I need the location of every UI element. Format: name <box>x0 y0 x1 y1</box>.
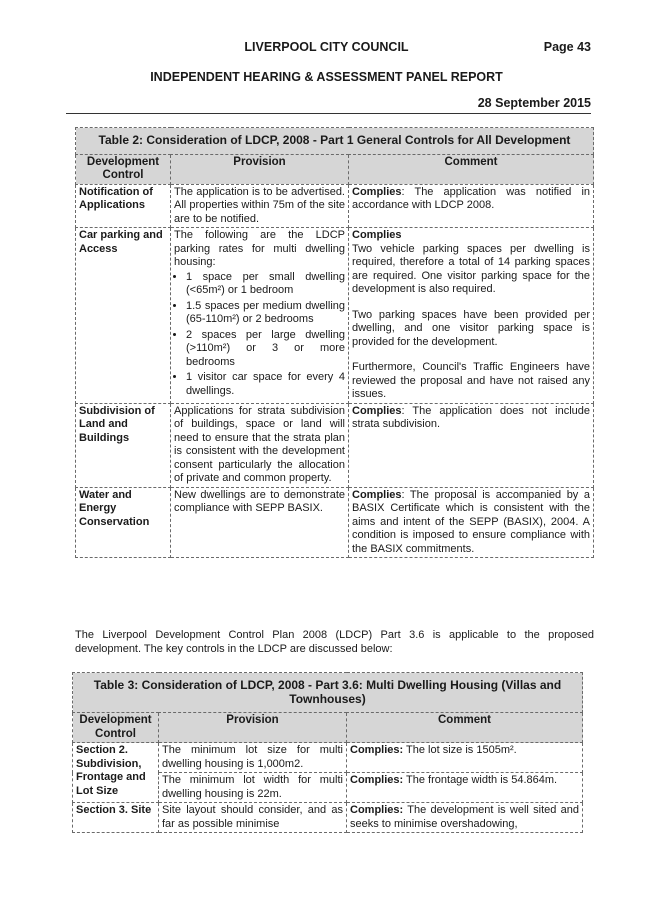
table-3-caption: Table 3: Consideration of LDCP, 2008 - Part 3.6: Multi Dwelling Housing (Villas and Townhouses) <box>73 673 583 713</box>
table-2 <box>75 127 594 558</box>
list-item: • 2 spaces per large dwelling (>110m²) or 3 or more bedrooms <box>186 329 345 370</box>
comment-paragraph: Two parking spaces have been provided per dwelling, and one visitor parking space is provided for the development. <box>352 308 590 348</box>
col-header-control: Development Control <box>76 154 171 184</box>
list-item: • 1.5 spaces per medium dwelling (65-110m²) or 2 bedrooms <box>186 300 345 327</box>
comment-text: : The application does not include strata subdivision. <box>352 404 590 430</box>
provision-cell: The application is to be advertised. All properties within 75m of the site are to be notified. <box>171 184 349 228</box>
col-header-provision: Provision <box>159 713 347 743</box>
comment-cell <box>347 743 583 773</box>
comment-cell <box>349 487 594 558</box>
control-cell: Section 3. Site <box>73 803 159 833</box>
table-row <box>76 487 594 558</box>
provision-cell: Applications for strata subdivision of buildings, space or land will need to ensure that the strata plan is consistent with the development consent particularly the allocation of private and common property. <box>171 403 349 487</box>
comment-text: : The application was notified in accordance with LDCP 2008. <box>352 185 590 211</box>
control-cell: Subdivision of Land and Buildings <box>76 403 171 487</box>
council-name: LIVERPOOL CITY COUNCIL <box>244 40 409 54</box>
list-item: • 1 visitor car space for every 4 dwellings. <box>186 371 345 398</box>
report-title: INDEPENDENT HEARING & ASSESSMENT PANEL REPORT <box>150 70 503 84</box>
col-header-control: Development Control <box>73 713 159 743</box>
comment-cell <box>347 773 583 803</box>
compliance-label: Complies <box>352 185 402 198</box>
control-cell: Car parking and Access <box>76 228 171 404</box>
provision-cell: The minimum lot size for multi dwelling housing is 1,000m2. <box>159 743 347 773</box>
provision-cell <box>171 228 349 404</box>
provision-cell: New dwellings are to demonstrate compliance with SEPP BASIX. <box>171 487 349 558</box>
table-2-caption: Table 2: Consideration of LDCP, 2008 - Part 1 General Controls for All Development <box>76 128 594 155</box>
compliance-label: Complies <box>352 229 402 241</box>
comment-cell <box>349 228 594 404</box>
list-item: • 1 space per small dwelling (<65m²) or 1 bedroom <box>186 271 345 298</box>
report-date: 28 September 2015 <box>477 96 591 110</box>
comment-text: The lot size is 1505m². <box>403 744 517 756</box>
control-cell: Section 2. Subdivision, Frontage and Lot Size <box>73 743 159 803</box>
comment-paragraph: Two vehicle parking spaces per dwelling is required, therefore a total of 14 parking spaces are required. One visitor parking space for the development is also required. <box>352 242 590 295</box>
compliance-label: Complies: <box>350 774 404 786</box>
table-row <box>73 803 583 833</box>
provision-intro: The following are the LDCP parking rates for multi dwelling housing: <box>174 229 345 268</box>
col-header-provision: Provision <box>171 154 349 184</box>
table-row <box>76 228 594 404</box>
page-number: Page 43 <box>543 40 591 54</box>
header-rule <box>66 113 591 114</box>
comment-text: The frontage width is 54.864m. <box>403 774 558 786</box>
table-row <box>76 403 594 487</box>
control-cell: Water and Energy Conservation <box>76 487 171 558</box>
compliance-label: Complies: <box>350 804 404 816</box>
col-header-comment: Comment <box>347 713 583 743</box>
parking-rate-list <box>174 271 345 399</box>
body-paragraph: The Liverpool Development Control Plan 2008 (LDCP) Part 3.6 is applicable to the proposed development. The key controls in the LDCP are discussed below: <box>75 629 594 655</box>
compliance-label: Complies: <box>350 744 404 756</box>
col-header-comment: Comment <box>349 154 594 184</box>
comment-cell <box>349 403 594 487</box>
table-row <box>76 184 594 228</box>
provision-cell: Site layout should consider, and as far as possible minimise <box>159 803 347 833</box>
table-row <box>73 743 583 773</box>
compliance-label: Complies <box>352 488 402 501</box>
comment-cell <box>347 803 583 833</box>
comment-cell <box>349 184 594 228</box>
comment-text: : The proposal is accompanied by a BASIX Certificate which is consistent with the aims and intent of the SEPP (BASIX), 2004. A condition is imposed to ensure compliance with the BASIX commitments. <box>352 488 590 555</box>
compliance-label: Complies <box>352 404 402 417</box>
comment-text: The development is well sited and seeks to minimise overshadowing, <box>350 804 579 830</box>
comment-paragraph: Furthermore, Council's Traffic Engineers have reviewed the proposal and have not raised any issues. <box>352 361 590 400</box>
provision-cell: The minimum lot width for multi dwelling housing is 22m. <box>159 773 347 803</box>
control-cell: Notification of Applications <box>76 184 171 228</box>
table-3 <box>72 672 583 833</box>
